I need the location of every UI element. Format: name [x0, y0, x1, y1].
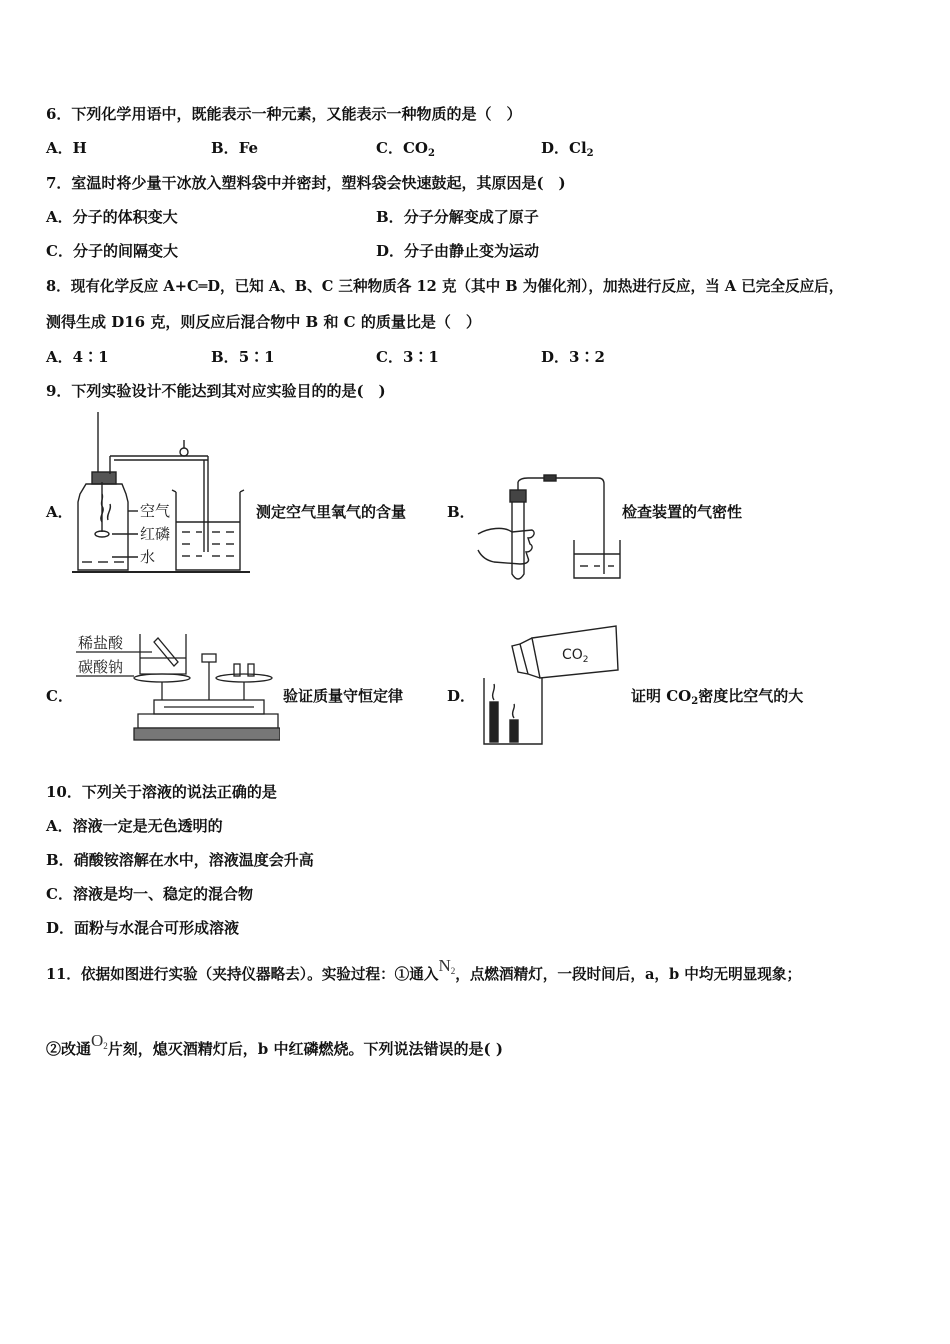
co2-bottle-label-sub: 2 — [582, 655, 589, 665]
label-sodium-carbonate: 碳酸钠 — [78, 658, 124, 676]
q10-stem: 10．下列关于溶液的说法正确的是 — [46, 783, 277, 801]
n2-formula: $N_2$ — [438, 956, 456, 976]
q9-fig-a-caption: 测定空气里氧气的含量 — [256, 503, 407, 521]
q11-line2: ②改通$O_2$片刻，熄灭酒精灯后，b 中红磷燃烧。下列说法错误的是( ) — [46, 1031, 503, 1058]
q6-stem: 6．下列化学用语中，既能表示一种元素，又能表示一种物质的是（ ） — [46, 105, 522, 123]
label-water: 水 — [140, 548, 156, 566]
q7-option-a: A．分子的体积变大 — [46, 208, 178, 226]
q10-option-b: B．硝酸铵溶解在水中，溶液温度会升高 — [46, 851, 314, 869]
label-air: 空气 — [140, 502, 171, 520]
oxygen-content-apparatus-figure — [72, 412, 254, 580]
label-red-phosphorus: 红磷 — [140, 525, 171, 543]
q8-stem-line2: 测得生成 D16 克，则反应后混合物中 B 和 C 的质量比是（ ） — [46, 313, 481, 331]
q8-option-a: A．4∶1 — [46, 348, 109, 366]
q8-option-c: C．3∶1 — [376, 348, 439, 366]
q9-fig-d-caption: 证明 $CO_2$密度比空气的大 — [631, 687, 804, 707]
q10-option-a: A．溶液一定是无色透明的 — [46, 817, 223, 835]
q9-fig-d-letter: D． — [447, 687, 476, 705]
o2-formula: $O_2$ — [91, 1031, 108, 1051]
q7-option-b: B．分子分解变成了原子 — [376, 208, 539, 226]
q8-option-d: D．3∶2 — [541, 348, 605, 366]
q8-option-b: B．5∶1 — [211, 348, 275, 366]
q7-option-c: C．分子的间隔变大 — [46, 242, 178, 260]
q10-option-d: D．面粉与水混合可形成溶液 — [46, 919, 240, 937]
co2-bottle-label: CO — [562, 647, 583, 663]
label-dilute-hcl: 稀盐酸 — [78, 634, 124, 652]
q7-stem: 7．室温时将少量干冰放入塑料袋中并密封，塑料袋会快速鼓起，其原因是( ) — [46, 174, 566, 192]
q11-line1: 11．依据如图进行实验（夹持仪器略去）。实验过程：①通入$N_2$，点燃酒精灯，一段时间后，a，b 中均无明显现象； — [46, 956, 802, 983]
q10-option-c: C．溶液是均一、稳定的混合物 — [46, 885, 253, 903]
q8-stem-line1: 8．现有化学反应 A+C═D，已知 A、B、C 三种物质各 12 克（其中 B 为催化剂），加热进行反应，当 A 已完全反应后， — [46, 278, 844, 295]
q6-option-d: D．$Cl_2$ — [541, 139, 594, 159]
mass-conservation-balance-figure — [74, 628, 280, 744]
q6-option-a: A．H — [46, 139, 87, 157]
q6-option-c: C．$CO_2$ — [376, 139, 435, 159]
q9-fig-c-caption: 验证质量守恒定律 — [283, 687, 404, 705]
q6-option-b: B．Fe — [211, 139, 259, 157]
q9-fig-b-letter: B． — [447, 503, 475, 521]
q9-fig-a-letter: A． — [46, 503, 73, 521]
q9-fig-b-caption: 检查装置的气密性 — [622, 503, 743, 521]
svg-text:CO2 — [562, 647, 589, 665]
co2-density-candles-figure — [478, 618, 624, 750]
q7-option-d: D．分子由静止变为运动 — [376, 242, 540, 260]
q9-fig-c-letter: C． — [46, 687, 73, 705]
airtightness-check-figure — [474, 470, 624, 588]
q9-stem: 9．下列实验设计不能达到其对应实验目的的是( ) — [46, 382, 386, 400]
